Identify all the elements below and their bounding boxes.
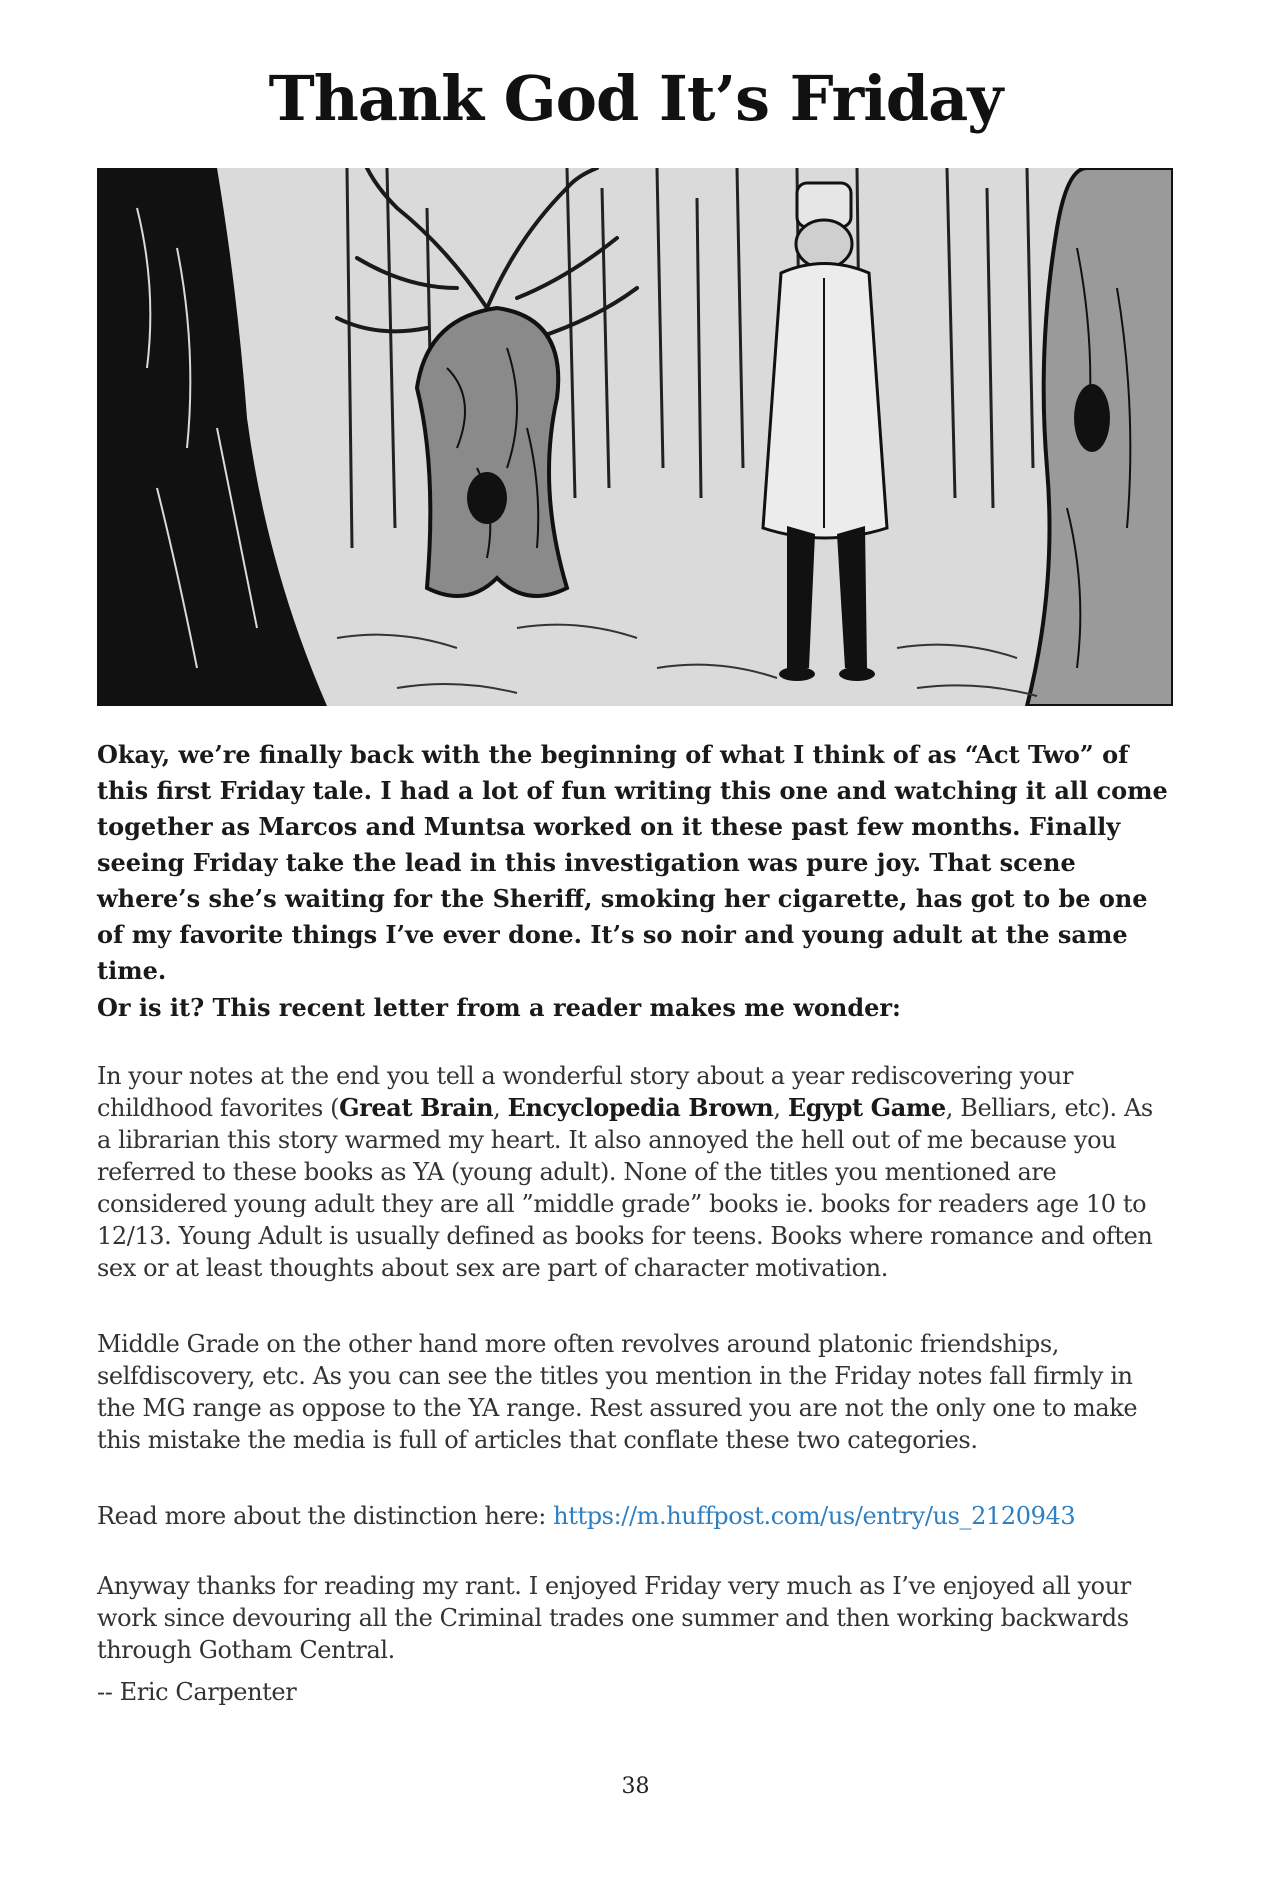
huffpost-link[interactable]: https://m.huffpost.com/us/entry/us_2120943 — [553, 1502, 1076, 1530]
separator: , — [773, 1094, 788, 1122]
book-title: Egypt Game — [787, 1093, 946, 1122]
book-title: Encyclopedia Brown — [507, 1093, 774, 1122]
forest-scene-drawing — [97, 168, 1173, 706]
book-title: Great Brain — [339, 1093, 494, 1122]
link-label: Read more about the distinction here: — [97, 1502, 554, 1530]
letter-text: In your notes at the end you tell a wonderful story about a year rediscovering your childhood favorites ( — [97, 1062, 1074, 1122]
intro-paragraph: Okay, we’re finally back with the beginning of what I think of as “Act Two” of this first Friday tale. I had a lot of fun writing this one and watching it all come together as Marcos and Muntsa worked on it these past few months. Finally seeing Friday take the lead in this investigation was pure joy. That scene where’s she’s waiting for the Sheriff, smoking her cigarette, has got to be one of my favorite things I’ve ever done. It’s so noir and young adult at the same time. — [97, 740, 1168, 985]
letter-paragraph-1 — [97, 1060, 1173, 1284]
forest-illustration — [97, 168, 1173, 706]
letter-paragraph-4: Anyway thanks for reading my rant. I enjoyed Friday very much as I’ve enjoyed all your work since devouring all the Criminal trades one summer and then working backwards through Gotham Central. — [97, 1572, 1131, 1664]
letter-paragraph-2: Middle Grade on the other hand more often revolves around platonic friendships, selfdiscovery, etc. As you can see the titles you mention in the Friday notes fall firmly in the MG range as oppose to the YA range. Rest assured you are not the only one to make this mistake the media is full of articles that conflate these two categories. — [97, 1330, 1138, 1454]
page-number: 38 — [621, 1774, 650, 1799]
letter-paragraph-3 — [97, 1500, 1173, 1532]
separator: , — [493, 1094, 508, 1122]
letter-signature: -- Eric Carpenter — [97, 1678, 297, 1706]
page-title: Thank God It’s Friday — [268, 62, 1003, 135]
letter-text: , Belliars, etc). As a librarian this story warmed my heart. It also annoyed the hell out of me because you referred to these books as YA (young adult). None of the titles you mentioned are considered young adult they are all ”middle grade” books ie. books for readers age 10 to 12/13. Young Adult is usually defined as books for teens. Books where romance and often sex or at least thoughts about sex are part of character motivation. — [97, 1094, 1153, 1282]
intro-question: Or is it? This recent letter from a reader makes me wonder: — [97, 993, 901, 1022]
